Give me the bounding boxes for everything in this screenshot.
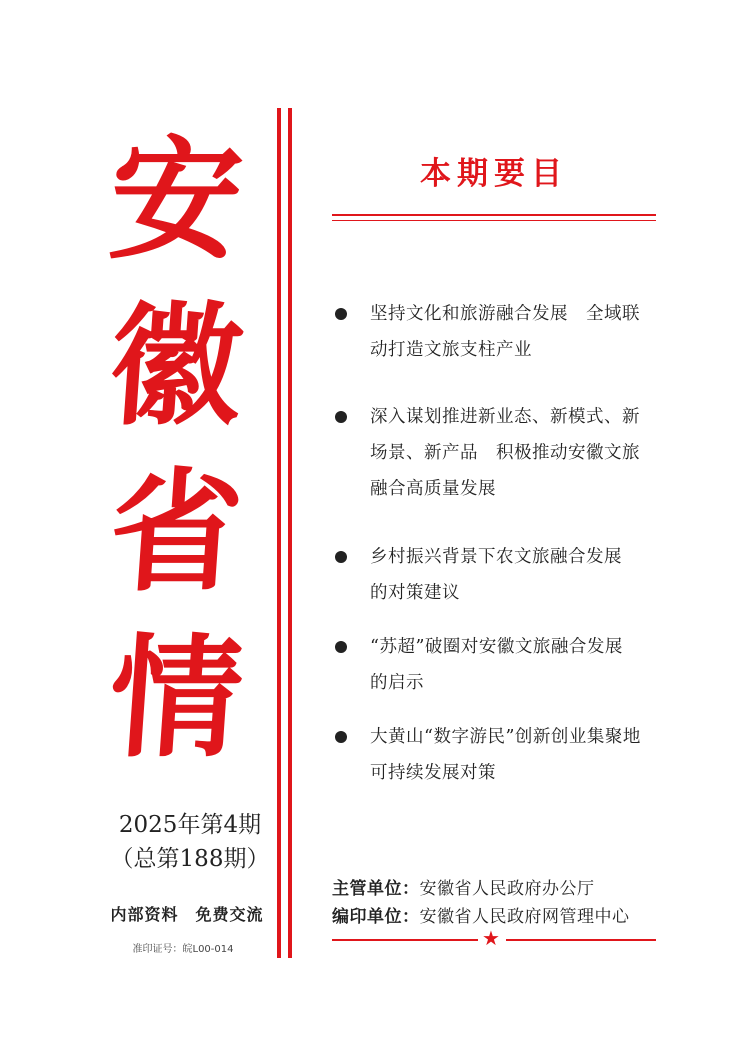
contents-item[interactable] xyxy=(332,539,662,611)
contents-list xyxy=(332,296,662,791)
contents-item[interactable] xyxy=(332,629,662,701)
editor-label: 编印单位： xyxy=(332,907,420,927)
issue-total: （总第188期） xyxy=(110,846,270,872)
bullet-icon xyxy=(335,641,347,653)
contents-item-line: 的启示 xyxy=(370,673,424,693)
supervisor-label: 主管单位： xyxy=(332,879,420,899)
internal-notice: 内部资料 免费交流 xyxy=(110,905,264,924)
masthead-char-4: 情 xyxy=(104,621,247,776)
contents-item[interactable] xyxy=(332,296,662,368)
contents-item-line: 深入谋划推进新业态、新模式、新 xyxy=(370,407,640,427)
contents-item-line: 乡村振兴背景下农文旅融合发展 xyxy=(370,547,622,567)
heading-divider-thin xyxy=(332,220,656,221)
bullet-icon xyxy=(335,308,347,320)
masthead-char-1: 安 xyxy=(104,123,247,278)
contents-item-line: 坚持文化和旅游融合发展 全域联 xyxy=(370,304,640,324)
vertical-divider-right xyxy=(288,108,292,958)
supervisor-name: 安徽省人民政府办公厅 xyxy=(419,879,595,899)
contents-item[interactable] xyxy=(332,399,662,507)
masthead-char-3: 省 xyxy=(104,455,247,610)
contents-item-line: “苏超”破圈对安徽文旅融合发展 xyxy=(370,637,623,657)
bullet-icon xyxy=(335,411,347,423)
star-icon: ★ xyxy=(482,926,500,950)
issue-number: 2025年第4期 xyxy=(118,812,262,838)
editor-name: 安徽省人民政府网管理中心 xyxy=(419,907,630,927)
heading-divider-thick xyxy=(332,214,656,216)
bullet-icon xyxy=(335,551,347,563)
footer-divider-left xyxy=(332,939,478,941)
masthead-char-2: 徽 xyxy=(104,289,247,444)
contents-item-line: 的对策建议 xyxy=(370,583,460,603)
supervisor-line xyxy=(332,874,595,899)
contents-item-line: 场景、新产品 积极推动安徽文旅 xyxy=(370,443,640,463)
contents-item-line: 大黄山“数字游民”创新创业集聚地 xyxy=(370,727,641,747)
contents-item-line: 动打造文旅支柱产业 xyxy=(370,340,532,360)
contents-heading: 本期要目 xyxy=(420,156,568,192)
masthead-title xyxy=(88,118,263,782)
permit-number: 准印证号：皖L00-014 xyxy=(132,944,234,955)
vertical-divider-left xyxy=(277,108,281,958)
contents-item-line: 融合高质量发展 xyxy=(370,479,496,499)
editor-line xyxy=(332,902,630,927)
contents-item[interactable] xyxy=(332,719,662,791)
contents-item-line: 可持续发展对策 xyxy=(370,763,496,783)
footer-divider-right xyxy=(506,939,656,941)
bullet-icon xyxy=(335,731,347,743)
